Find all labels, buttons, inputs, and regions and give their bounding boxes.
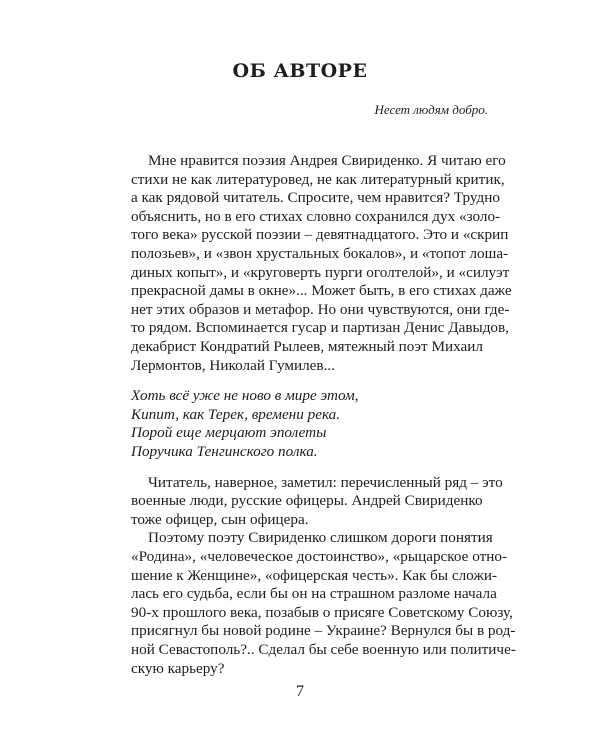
- text-line: декабрист Кондратий Рылеев, мятежный поэт Михаил: [131, 338, 483, 355]
- text-line: скую карьеру?: [131, 659, 225, 677]
- text-line: прекрасной дамы в окне»... Может быть, в его стихах даже: [131, 282, 512, 300]
- text-line: стихи не как литературовед, не как литературный критик,: [131, 170, 505, 188]
- text-line: диных копыт», и «круговерть пурги оголтелой», и «силуэт: [131, 263, 510, 281]
- text-line: шение к Женщине», «офицерская честь». Как бы сложи-: [131, 566, 498, 584]
- chapter-title: ОБ АВТОРЕ: [232, 60, 368, 82]
- epigraph: Несет людям добро.: [374, 102, 488, 117]
- text-line: 90-х прошлого века, позабыв о присяге Советскому Союзу,: [131, 603, 513, 621]
- text-line: тоже офицер, сын офицера.: [131, 510, 309, 528]
- text-line: присягнул бы новой родине – Украине? Вернулся бы в род-: [131, 622, 516, 640]
- text-line: ной Севастополь?.. Сделал бы себе военную или политиче-: [131, 641, 516, 658]
- text-line: «Родина», «человеческое достоинство», «рыцарское отно-: [131, 548, 508, 565]
- verse-line: Кипит, как Терек, времени река.: [131, 405, 341, 423]
- verse-line: Порой еще мерцают эполеты: [131, 424, 327, 442]
- page-number: 7: [296, 683, 304, 700]
- text-line: Мне нравится поэзия Андрея Свириденко. Я читаю его: [148, 152, 506, 169]
- text-line: объяснить, но в его стихах словно сохранился дух «золо-: [131, 207, 501, 225]
- text-line: Поэтому поэту Свириденко слишком дороги понятия: [148, 529, 493, 547]
- text-line: Лермонтов, Николай Гумилев...: [131, 356, 335, 374]
- text-line: Читатель, наверное, заметил: перечисленный ряд – это: [148, 473, 503, 491]
- text-line: нет этих образов и метафор. Но они чувствуются, они где-: [131, 300, 510, 318]
- text-line: лась его судьба, если бы он на страшном разломе начала: [131, 585, 497, 603]
- text-line: а как рядовой читатель. Спросите, чем нравится? Трудно: [131, 189, 500, 207]
- text-line: военные люди, русские офицеры. Андрей Свириденко: [131, 492, 483, 510]
- text-line: того века» русской поэзии – девятнадцатого. Это и «скрип: [131, 226, 509, 244]
- verse-line: Хоть всё уже не ново в мире этом,: [131, 387, 359, 405]
- verse-line: Поручика Тенгинского полка.: [131, 443, 318, 460]
- text-line: полозьев», и «звон хрустальных бокалов», и «топот лоша-: [131, 245, 509, 262]
- text-line: то рядом. Вспоминается гусар и партизан Денис Давыдов,: [131, 319, 509, 337]
